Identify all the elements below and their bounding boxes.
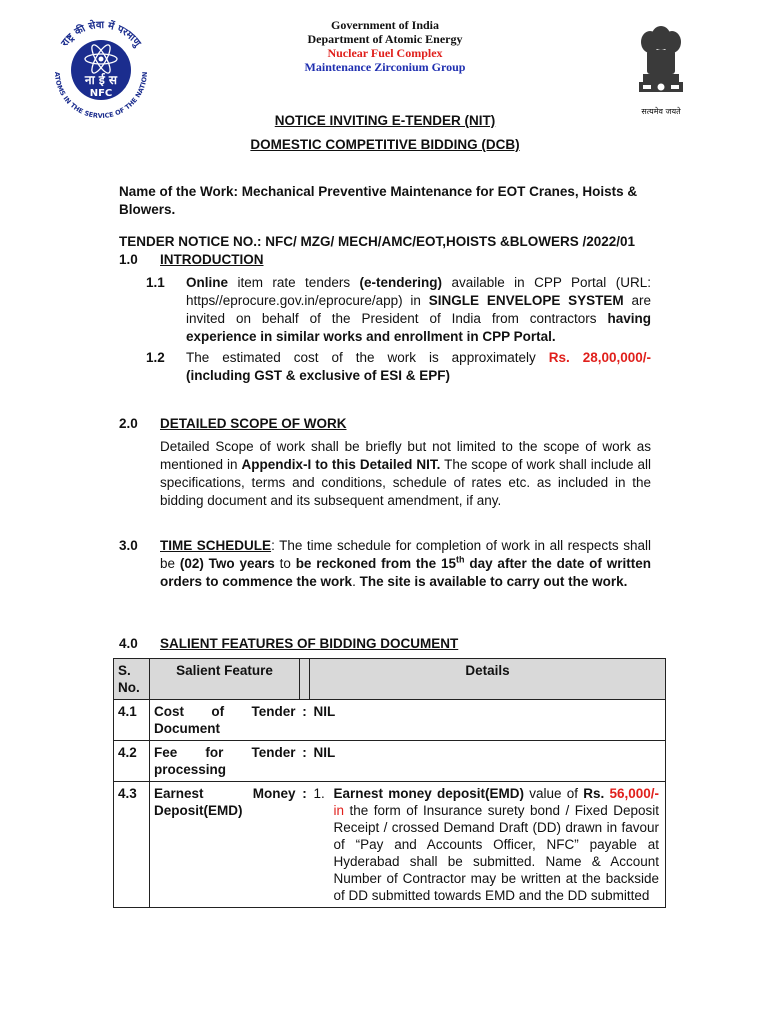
logo-top-text: राष्ट्र की सेवा में परमाणु	[59, 19, 143, 49]
header-group: Maintenance Zirconium Group	[304, 60, 466, 74]
title-dcb: DOMESTIC COMPETITIVE BIDDING (DCB)	[250, 137, 520, 152]
header-dept: Department of Atomic Energy	[307, 32, 463, 46]
emd-details: 1. Earnest money deposit(EMD) value of Rs. 56,000/- in the form of Insurance surety bond / Fixed Deposit Receipt / crossed Demand Draft (DD) drawn in favour of “Pay and Accounts Officer, NFC” payable at Hyderabad shall be submitted. Name & Account Number of Contractor may be written at the backside of DD submitted towards EMD and the DD submitted	[310, 782, 666, 908]
salient-features-table	[113, 658, 666, 908]
col-sno-header: S. No.	[114, 659, 150, 700]
tender-number: TENDER NOTICE NO.: NFC/ MZG/ MECH/AMC/EOT,HOISTS &BLOWERS /2022/01	[119, 234, 636, 249]
work-name-line2: Blowers.	[119, 202, 176, 217]
para-1-1: Online item rate tenders (e-tendering) available in CPP Portal (URL: https//eprocure.gov.in/eprocure/app) in SINGLE ENVELOPE SYSTEM are invited on behalf of the President of India from contractors having experience in similar works and enrollment in CPP Portal.	[186, 275, 651, 344]
nfc-logo	[45, 12, 157, 124]
table-row: 4.1 Cost of Tender Document : NIL	[114, 700, 666, 741]
sec4-num: 4.0	[119, 636, 138, 651]
sec2-body: Detailed Scope of work shall be briefly but not limited to the scope of work as mentioned in Appendix-I to this Detailed NIT. The scope of work shall include all specifications, terms and conditions, schedule of rates etc. as included in the bidding document and its subsequent amendment, if any.	[160, 439, 651, 508]
work-name	[119, 183, 679, 219]
title-nit: NOTICE INVITING E-TENDER (NIT)	[274, 113, 496, 128]
emblem-motto: सत्यमेव जयते	[641, 107, 681, 116]
estimated-cost: Rs. 28,00,000/-	[548, 350, 651, 365]
logo-hindi: ना ई स	[84, 73, 118, 87]
work-name-line1: Name of the Work: Mechanical Preventive Maintenance for EOT Cranes, Hoists &	[119, 184, 638, 199]
sec2-title: DETAILED SCOPE OF WORK	[160, 416, 347, 431]
sec3-body: TIME SCHEDULE: The time schedule for completion of work in all respects shall be (02) Two years to be reckoned from the 15th day after the date of written orders to commence the work. The site is available to carry out the work.	[160, 538, 651, 589]
emd-amount: 56,000/-	[609, 786, 659, 801]
sec4-title: SALIENT FEATURES OF BIDDING DOCUMENT	[160, 636, 459, 651]
para-1-2-num: 1.2	[146, 350, 165, 365]
state-emblem-icon	[625, 22, 697, 102]
table-row: 4.2 Fee for Tender processing : NIL	[114, 741, 666, 782]
sec1-num: 1.0	[119, 252, 138, 267]
sec1-title: INTRODUCTION	[160, 252, 264, 267]
logo-abbr: NFC	[89, 88, 113, 99]
col-details-header: Details	[310, 659, 666, 700]
para-1-1-num: 1.1	[146, 275, 165, 290]
logo-bottom-text: ATOMS IN THE SERVICE OF THE NATION	[52, 71, 150, 121]
header-block	[260, 18, 510, 74]
header-gov: Government of India	[331, 18, 439, 32]
header-org: Nuclear Fuel Complex	[327, 46, 443, 60]
para-1-2: The estimated cost of the work is approximately Rs. 28,00,000/- (including GST & exclusive of ESI & EPF)	[186, 350, 651, 383]
table-header-row	[114, 659, 666, 700]
sec3-title: TIME SCHEDULE	[160, 538, 272, 553]
table-row: 4.3 Earnest Money Deposit(EMD) : 1. Earnest money deposit(EMD) value of Rs. 56,000/- in the form of Insurance surety bond / Fixed Deposit Receipt / crossed Demand Draft (DD) drawn in favour of “Pay and Accounts Officer, NFC” payable at Hyderabad shall be submitted. Name & Account Number of Contractor may be written at the backside of DD submitted towards EMD and the DD submitted	[114, 782, 666, 908]
col-feature-header: Salient Feature	[150, 659, 300, 700]
sec2-num: 2.0	[119, 416, 138, 431]
sec3-num: 3.0	[119, 538, 138, 553]
